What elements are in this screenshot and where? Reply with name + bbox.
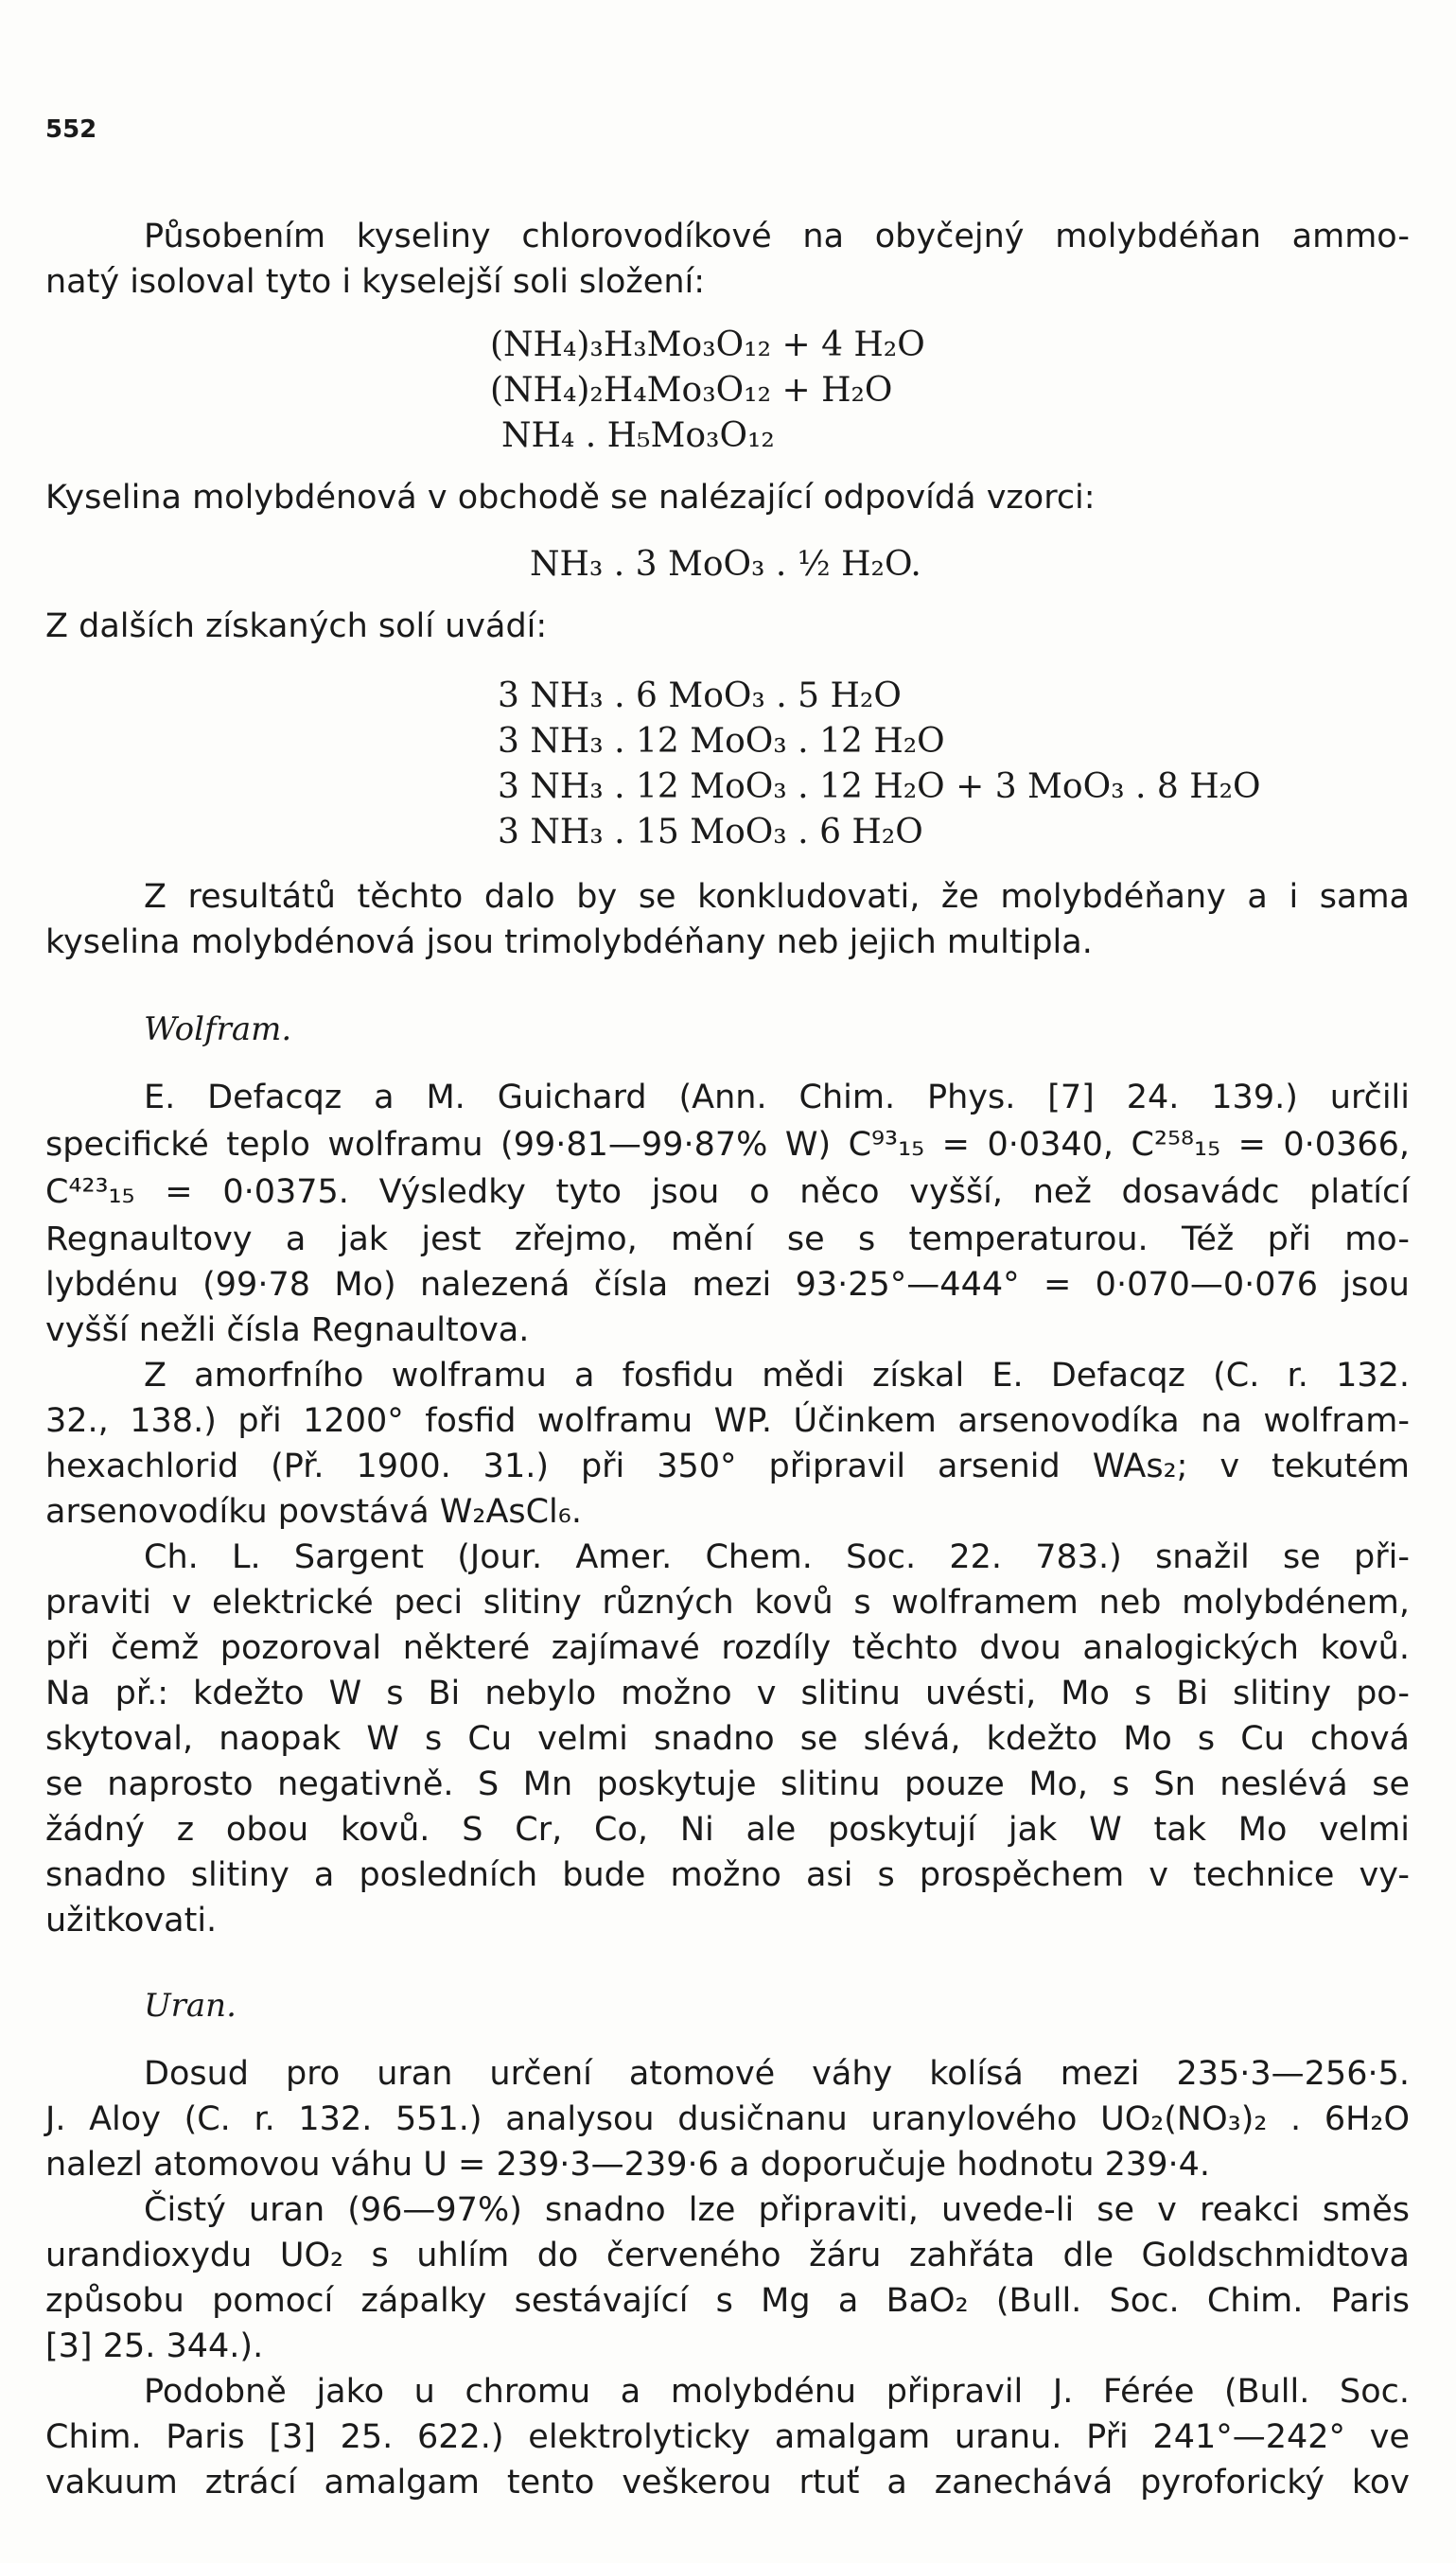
section-heading: Wolfram. — [144, 1010, 292, 1048]
text-line: praviti v elektrické peci slitiny různých kovů s wolframem neb molybdénem, — [45, 1584, 1410, 1622]
text-line: specifické teplo wolframu (99·81—99·87% W) C⁹³₁₅ = 0·0340, C²⁵⁸₁₅ = 0·0366, — [45, 1126, 1410, 1164]
formula-line: (NH₄)₃H₃Mo₃O₁₂ + 4 H₂O — [490, 325, 925, 364]
text-line: užitkovati. — [45, 1902, 218, 1940]
text-line: Působením kyseliny chlorovodíkové na obyčejný molybdéňan ammo- — [144, 218, 1410, 255]
text-line: žádný z obou kovů. S Cr, Co, Ni ale poskytují jak W tak Mo velmi — [45, 1811, 1410, 1849]
text-line: nalezl atomovou váhu U = 239·3—239·6 a doporučuje hodnotu 239·4. — [45, 2146, 1210, 2184]
text-line: vyšší nežli čísla Regnaultova. — [45, 1311, 530, 1349]
text-line: Z dalších získaných solí uvádí: — [45, 607, 548, 645]
text-line: Chim. Paris [3] 25. 622.) elektrolyticky amalgam uranu. Při 241°—242° ve — [45, 2418, 1410, 2456]
text-line: [3] 25. 344.). — [45, 2327, 264, 2365]
formula-line: NH₄ . H₅Mo₃O₁₂ — [501, 416, 775, 455]
text-line: snadno slitiny a posledních bude možno asi s prospěchem v technice vy- — [45, 1856, 1410, 1894]
text-line: skytoval, naopak W s Cu velmi snadno se slévá, kdežto Mo s Cu chová — [45, 1720, 1410, 1758]
page-number: 552 — [45, 115, 97, 144]
text-line: Z resultátů těchto dalo by se konkludovati, že molybdéňany a i sama — [144, 878, 1410, 916]
text-line: C⁴²³₁₅ = 0·0375. Výsledky tyto jsou o něco vyšší, než dosavádc platící — [45, 1173, 1410, 1211]
text-line: Na př.: kdežto W s Bi nebylo možno v slitinu uvésti, Mo s Bi slitiny po- — [45, 1675, 1410, 1712]
text-line: E. Defacqz a M. Guichard (Ann. Chim. Phys. [7] 24. 139.) určili — [144, 1079, 1410, 1116]
text-line: Z amorfního wolframu a fosfidu mědi získal E. Defacqz (C. r. 132. — [144, 1357, 1410, 1395]
text-line: Podobně jako u chromu a molybdénu připravil J. Férée (Bull. Soc. — [144, 2373, 1410, 2411]
text-line: vakuum ztrácí amalgam tento veškerou rtuť a zanechává pyroforický kov — [45, 2464, 1410, 2502]
text-line: 32., 138.) při 1200° fosfid wolframu WP. Účinkem arsenovodíka na wolfram- — [45, 1402, 1410, 1440]
formula-line: NH₃ . 3 MoO₃ . ½ H₂O. — [530, 545, 921, 584]
text-line: způsobu pomocí zápalky sestávající s Mg a BaO₂ (Bull. Soc. Chim. Paris — [45, 2282, 1410, 2320]
formula-line: 3 NH₃ . 12 MoO₃ . 12 H₂O + 3 MoO₃ . 8 H₂O — [498, 767, 1261, 806]
text-line: lybdénu (99·78 Mo) nalezená čísla mezi 93·25°—444° = 0·070—0·076 jsou — [45, 1266, 1410, 1304]
text-line: se naprosto negativně. S Mn poskytuje slitinu pouze Mo, s Sn neslévá se — [45, 1765, 1410, 1803]
formula-line: 3 NH₃ . 6 MoO₃ . 5 H₂O — [498, 676, 902, 715]
formula-line: 3 NH₃ . 15 MoO₃ . 6 H₂O — [498, 813, 923, 851]
formula-line: 3 NH₃ . 12 MoO₃ . 12 H₂O — [498, 722, 945, 761]
text-line: natý isoloval tyto i kyselejší soli složení: — [45, 263, 706, 301]
text-line: Regnaultovy a jak jest zřejmo, mění se s temperaturou. Též při mo- — [45, 1220, 1410, 1258]
text-line: Ch. L. Sargent (Jour. Amer. Chem. Soc. 22. 783.) snažil se při- — [144, 1538, 1410, 1576]
text-line: urandioxydu UO₂ s uhlím do červeného žáru zahřáta dle Goldschmidtova — [45, 2237, 1410, 2274]
text-line: hexachlorid (Př. 1900. 31.) při 350° připravil arsenid WAs₂; v tekutém — [45, 1448, 1410, 1485]
text-line: J. Aloy (C. r. 132. 551.) analysou dusičnanu uranylového UO₂(NO₃)₂ . 6H₂O — [45, 2100, 1410, 2138]
text-line: při čemž pozoroval některé zajímavé rozdíly těchto dvou analogických kovů. — [45, 1629, 1410, 1667]
text-line: Dosud pro uran určení atomové váhy kolísá mezi 235·3—256·5. — [144, 2055, 1410, 2093]
text-line: kyselina molybdénová jsou trimolybdéňany neb jejich multipla. — [45, 923, 1093, 961]
formula-line: (NH₄)₂H₄Mo₃O₁₂ + H₂O — [490, 371, 893, 410]
section-heading: Uran. — [144, 1987, 237, 2025]
text-line: Kyselina molybdénová v obchodě se nalézající odpovídá vzorci: — [45, 479, 1096, 517]
text-line: arsenovodíku povstává W₂AsCl₆. — [45, 1493, 582, 1531]
text-line: Čistý uran (96—97%) snadno lze připraviti, uvede-li se v reakci směs — [144, 2191, 1410, 2229]
